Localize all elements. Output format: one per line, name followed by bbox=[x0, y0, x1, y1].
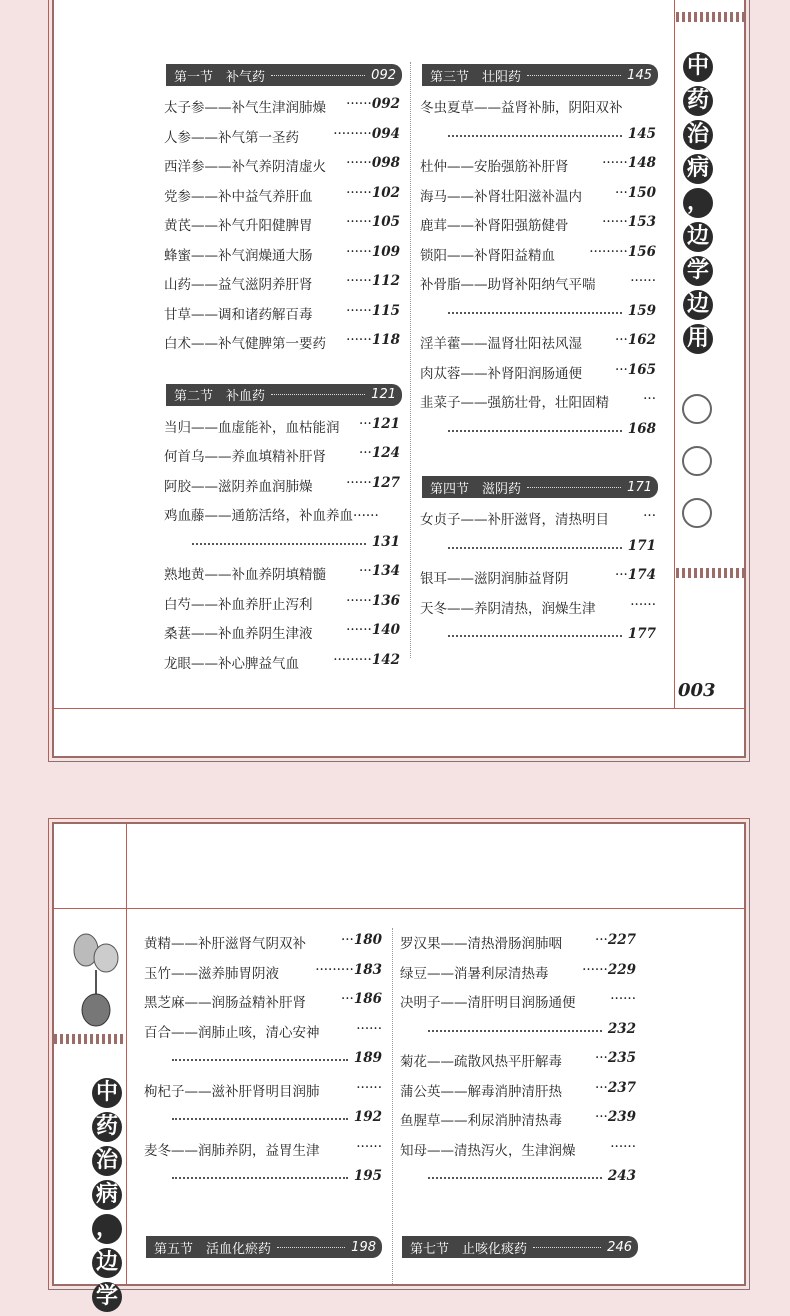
leader-dots bbox=[271, 394, 365, 395]
section-page: 246 bbox=[607, 1239, 632, 1255]
entry-page: 102 bbox=[371, 184, 400, 201]
entry-title: 白术——补气健脾第一要药 bbox=[164, 336, 326, 352]
entry-title: 人参——补气第一圣药 bbox=[164, 129, 299, 146]
toc-entry bbox=[400, 991, 636, 1011]
entry-title: 太子参——补气生津润肺燥 bbox=[164, 100, 326, 116]
section-title: 第五节 活血化瘀药 bbox=[154, 1241, 272, 1257]
entry-page: 189 bbox=[353, 1050, 382, 1066]
toc-entry-continuation bbox=[448, 126, 656, 142]
title-char: 药 bbox=[683, 86, 713, 116]
leader-dots: ··· bbox=[358, 563, 372, 579]
title-char: 治 bbox=[683, 120, 713, 150]
entry-page: 156 bbox=[627, 243, 656, 260]
spacer bbox=[313, 273, 347, 293]
toc-entry-continuation bbox=[428, 1021, 636, 1037]
entry-page: 112 bbox=[371, 273, 400, 289]
entry-page: 235 bbox=[607, 1050, 636, 1066]
spacer bbox=[555, 244, 589, 264]
toc-entry bbox=[400, 932, 636, 952]
entry-title: 黄芪——补气升阳健脾胃 bbox=[164, 218, 313, 234]
entry-title: 西洋参——补气养阴清虚火 bbox=[164, 159, 326, 175]
section-title: 第二节 补血药 bbox=[174, 389, 266, 404]
entry-page: 121 bbox=[371, 415, 400, 432]
leader-dots bbox=[448, 626, 622, 637]
toc-entry bbox=[164, 214, 400, 234]
leader-dots bbox=[428, 1168, 602, 1179]
section-page: 092 bbox=[371, 67, 396, 83]
book-title-vertical bbox=[681, 52, 715, 358]
section-header bbox=[402, 1236, 638, 1258]
toc-entry bbox=[164, 652, 400, 672]
entry-title: 海马——补肾壮阳滋补温内 bbox=[420, 188, 582, 205]
leader-dots: ··· bbox=[614, 332, 628, 348]
spacer bbox=[326, 445, 359, 465]
toc-entry bbox=[164, 303, 400, 323]
toc-page-1 bbox=[52, 0, 746, 758]
toc-entry bbox=[164, 445, 400, 465]
entry-title: 玉竹——滋养肺胃阴液 bbox=[144, 965, 279, 982]
entry-title: 韭菜子——强筋壮骨，壮阳固精 bbox=[420, 395, 609, 411]
entry-title: 菊花——疏散风热平肝解毒 bbox=[400, 1054, 562, 1070]
toc-entry bbox=[420, 362, 656, 382]
title-char: 中 bbox=[92, 1078, 122, 1108]
spacer bbox=[306, 932, 341, 952]
leader-dots: ··· bbox=[614, 567, 628, 583]
title-char: 边 bbox=[683, 222, 713, 252]
leader-dots: ······ bbox=[346, 273, 372, 289]
spacer bbox=[549, 962, 583, 982]
toc-entry bbox=[400, 1109, 636, 1129]
spacer bbox=[313, 214, 347, 234]
entry-title: 当归——血虚能补，血枯能润 bbox=[164, 419, 340, 436]
leader-dots: ··· bbox=[594, 1050, 608, 1066]
leader-dots bbox=[448, 421, 622, 432]
toc-entry bbox=[420, 567, 656, 587]
entry-title: 枸杞子——滋补肝肾明目润肺 bbox=[144, 1083, 320, 1100]
spacer bbox=[582, 362, 615, 382]
leader-dots: ······ bbox=[582, 961, 608, 978]
entry-page: 124 bbox=[371, 445, 400, 461]
entry-title: 蜂蜜——补气润燥通大肠 bbox=[164, 247, 313, 264]
entry-page: 115 bbox=[371, 302, 400, 319]
entry-page: 227 bbox=[607, 932, 636, 948]
leader-dots: ········· bbox=[315, 961, 354, 978]
entry-page: 105 bbox=[371, 214, 400, 230]
entry-page: 127 bbox=[371, 474, 400, 491]
toc-entry-continuation bbox=[428, 1168, 636, 1184]
section-title: 第三节 壮阳药 bbox=[430, 69, 522, 85]
entry-title: 鹿茸——补肾阳强筋健骨 bbox=[420, 218, 569, 234]
toc-entry-continuation bbox=[448, 538, 656, 554]
section-header bbox=[422, 476, 658, 498]
sidebar-divider bbox=[674, 0, 675, 708]
spacer bbox=[582, 332, 615, 352]
toc-entry bbox=[164, 563, 400, 583]
leader-dots: ··· bbox=[358, 445, 372, 461]
spacer bbox=[569, 155, 603, 175]
spacer bbox=[576, 991, 611, 1011]
toc-entry bbox=[400, 962, 636, 982]
entry-title: 何首乌——养血填精补肝肾 bbox=[164, 449, 326, 465]
toc-entry bbox=[400, 1050, 636, 1070]
spacer bbox=[609, 391, 643, 411]
spacer bbox=[562, 1050, 595, 1070]
entry-title: 绿豆——消暑利尿清热毒 bbox=[400, 965, 549, 982]
spacer bbox=[569, 214, 603, 234]
entry-page: 118 bbox=[371, 332, 400, 348]
leader-dots: ······ bbox=[602, 155, 628, 171]
leader-dots: ··· bbox=[358, 415, 372, 432]
leader-dots bbox=[448, 538, 622, 549]
toc-entry bbox=[420, 185, 656, 205]
title-char: 学 bbox=[683, 256, 713, 286]
toc-entry-continuation bbox=[448, 303, 656, 319]
leader-dots bbox=[277, 1247, 345, 1248]
leader-dots bbox=[192, 534, 366, 545]
spacer bbox=[562, 1109, 595, 1129]
entry-title: 龙眼——补心脾益气血 bbox=[164, 655, 299, 672]
entry-title: 补骨脂——助肾补阳纳气平喘 bbox=[420, 277, 596, 293]
page-number: 003 bbox=[678, 680, 716, 701]
toc-entry bbox=[420, 332, 656, 352]
title-char: 病 bbox=[683, 154, 713, 184]
entry-title: 熟地黄——补血养阴填精髓 bbox=[164, 567, 326, 583]
entry-title: 天冬——养阴清热，润燥生津 bbox=[420, 600, 596, 617]
entry-page: 180 bbox=[353, 932, 382, 948]
entry-page: 165 bbox=[627, 361, 656, 378]
toc-entry-continuation bbox=[172, 1109, 382, 1125]
page-bottom-rule bbox=[54, 708, 744, 709]
entry-page: 098 bbox=[371, 155, 400, 171]
toc-entry bbox=[400, 1139, 636, 1159]
entry-page: 177 bbox=[627, 626, 656, 642]
toc-entry bbox=[420, 96, 656, 116]
spacer bbox=[299, 652, 333, 672]
entry-page: 142 bbox=[371, 651, 400, 668]
entry-title: 百合——润肺止咳，清心安神 bbox=[144, 1024, 320, 1041]
leader-dots bbox=[428, 1021, 602, 1032]
spacer bbox=[623, 96, 657, 116]
toc-entry bbox=[144, 991, 382, 1011]
entry-page: 168 bbox=[627, 420, 656, 437]
entry-page: 243 bbox=[607, 1168, 636, 1184]
toc-entry-continuation bbox=[448, 626, 656, 642]
section-page: 145 bbox=[627, 67, 652, 83]
spacer bbox=[313, 185, 347, 205]
spacer bbox=[326, 332, 346, 352]
entry-title: 冬虫夏草——益肾补肺，阴阳双补 bbox=[420, 100, 623, 116]
entry-page: 134 bbox=[371, 563, 400, 579]
leader-dots: ······ bbox=[346, 243, 372, 260]
entry-title: 山药——益气滋阴养肝肾 bbox=[164, 277, 313, 293]
title-char: 边 bbox=[683, 290, 713, 320]
toc-entry bbox=[164, 185, 400, 205]
spacer bbox=[320, 1080, 357, 1100]
toc-entry bbox=[144, 962, 382, 982]
swirl-ornament-icon bbox=[682, 446, 712, 476]
toc-entry bbox=[420, 597, 656, 617]
entry-page: 094 bbox=[371, 125, 400, 142]
entry-page: 145 bbox=[627, 125, 656, 142]
toc-entry bbox=[420, 244, 656, 264]
spacer bbox=[313, 622, 347, 642]
entry-page: 183 bbox=[353, 961, 382, 978]
leader-dots: ··· bbox=[643, 508, 656, 524]
spacer bbox=[326, 96, 346, 116]
entry-page: 136 bbox=[371, 592, 400, 609]
entry-page: 195 bbox=[353, 1168, 382, 1184]
section-header bbox=[422, 64, 658, 86]
spacer bbox=[596, 597, 631, 617]
toc-entry bbox=[164, 155, 400, 175]
spacer bbox=[313, 593, 347, 613]
leader-dots: ······ bbox=[630, 273, 656, 289]
spacer bbox=[569, 567, 615, 587]
entry-page: 159 bbox=[627, 302, 656, 319]
entry-title: 罗汉果——清热滑肠润肺咽 bbox=[400, 936, 562, 952]
leader-dots: ······ bbox=[346, 332, 372, 348]
leader-dots bbox=[448, 126, 622, 137]
decor-band bbox=[676, 12, 744, 22]
entry-page: 148 bbox=[627, 155, 656, 171]
entry-title: 鱼腥草——利尿消肿清热毒 bbox=[400, 1113, 562, 1129]
leader-dots: ······ bbox=[356, 1138, 382, 1155]
toc-page-2 bbox=[52, 822, 746, 1309]
entry-title: 银耳——滋阴润肺益肾阴 bbox=[420, 571, 569, 587]
entry-title: 黄精——补肝滋肾气阴双补 bbox=[144, 936, 306, 952]
leader-dots: ······ bbox=[610, 991, 636, 1007]
toc-entry-continuation bbox=[192, 534, 400, 550]
toc-entry bbox=[144, 1139, 382, 1159]
leader-dots: ··· bbox=[594, 932, 608, 948]
section-header bbox=[166, 384, 402, 406]
toc-entry bbox=[164, 96, 400, 116]
entry-page: 174 bbox=[627, 567, 656, 583]
plant-illustration-icon bbox=[70, 930, 122, 1030]
entry-page: 092 bbox=[371, 96, 400, 112]
leader-dots: ··· bbox=[614, 184, 628, 201]
leader-dots: ······ bbox=[346, 96, 372, 112]
toc-entry bbox=[164, 622, 400, 642]
spacer bbox=[562, 1080, 595, 1100]
spacer bbox=[596, 273, 631, 293]
leader-dots: ··· bbox=[340, 932, 354, 948]
section-header bbox=[166, 64, 402, 86]
toc-entry bbox=[164, 593, 400, 613]
title-char: 中 bbox=[683, 52, 713, 82]
entry-page: 229 bbox=[607, 961, 636, 978]
entry-title: 鸡血藤——通筋活络，补血养血······ bbox=[164, 508, 379, 524]
sidebar-divider bbox=[126, 824, 127, 1284]
toc-entry bbox=[144, 1080, 382, 1100]
spacer bbox=[379, 504, 400, 524]
decor-band bbox=[54, 1034, 126, 1044]
title-char: ， bbox=[92, 1214, 122, 1244]
toc-entry bbox=[420, 155, 656, 175]
leader-dots: ··· bbox=[594, 1079, 608, 1096]
toc-entry bbox=[144, 932, 382, 952]
leader-dots: ········· bbox=[333, 125, 372, 142]
spacer bbox=[320, 1021, 357, 1041]
leader-dots bbox=[448, 303, 622, 314]
toc-entry bbox=[420, 391, 656, 411]
column-divider bbox=[392, 928, 394, 1284]
title-char: 病 bbox=[92, 1180, 122, 1210]
leader-dots bbox=[527, 487, 621, 488]
swirl-ornament-icon bbox=[682, 498, 712, 528]
section-title: 第一节 补气药 bbox=[174, 69, 266, 85]
leader-dots: ······ bbox=[610, 1138, 636, 1155]
book-title-vertical bbox=[90, 1078, 124, 1316]
spacer bbox=[326, 563, 359, 583]
entry-title: 肉苁蓉——补肾阳润肠通便 bbox=[420, 365, 582, 382]
toc-entry bbox=[164, 475, 400, 495]
leader-dots bbox=[172, 1168, 348, 1179]
leader-dots bbox=[527, 75, 621, 76]
entry-page: 153 bbox=[627, 214, 656, 230]
toc-entry bbox=[420, 273, 656, 293]
spacer bbox=[299, 126, 333, 146]
leader-dots: ··· bbox=[614, 361, 628, 378]
section-page: 171 bbox=[627, 479, 652, 495]
entry-page: 131 bbox=[371, 533, 400, 550]
entry-page: 162 bbox=[627, 332, 656, 348]
spacer bbox=[609, 508, 643, 528]
spacer bbox=[326, 155, 346, 175]
entry-page: 140 bbox=[371, 622, 400, 638]
entry-title: 蒲公英——解毒消肿清肝热 bbox=[400, 1083, 562, 1100]
entry-title: 党参——补中益气养肝血 bbox=[164, 188, 313, 205]
leader-dots: ······ bbox=[346, 155, 372, 171]
decor-band bbox=[676, 568, 744, 578]
entry-page: 237 bbox=[607, 1079, 636, 1096]
spacer bbox=[313, 475, 347, 495]
title-char: 用 bbox=[683, 324, 713, 354]
leader-dots bbox=[172, 1109, 348, 1120]
toc-entry-continuation bbox=[172, 1050, 382, 1066]
leader-dots: ··· bbox=[643, 391, 656, 407]
toc-entry bbox=[144, 1021, 382, 1041]
leader-dots: ······ bbox=[356, 1079, 382, 1096]
entry-page: 186 bbox=[353, 991, 382, 1007]
entry-title: 知母——清热泻火，生津润燥 bbox=[400, 1142, 576, 1159]
entry-page: 232 bbox=[607, 1020, 636, 1037]
section-header bbox=[146, 1236, 382, 1258]
title-char: 治 bbox=[92, 1146, 122, 1176]
leader-dots: ········· bbox=[333, 651, 372, 668]
leader-dots: ······ bbox=[346, 592, 372, 609]
leader-dots: ······ bbox=[346, 214, 372, 230]
leader-dots: ··· bbox=[594, 1109, 608, 1125]
toc-entry bbox=[164, 244, 400, 264]
entry-title: 决明子——清肝明目润肠通便 bbox=[400, 995, 576, 1011]
leader-dots: ········· bbox=[589, 243, 628, 260]
toc-entry-continuation bbox=[172, 1168, 382, 1184]
column-divider bbox=[410, 62, 412, 658]
entry-page: 171 bbox=[627, 537, 656, 554]
spacer bbox=[279, 962, 315, 982]
toc-entry bbox=[420, 508, 656, 528]
section-title: 第七节 止咳化痰药 bbox=[410, 1241, 528, 1257]
entry-title: 甘草——调和诸药解百毒 bbox=[164, 306, 313, 323]
spacer bbox=[313, 244, 347, 264]
entry-title: 淫羊藿——温肾壮阳祛风湿 bbox=[420, 336, 582, 352]
leader-dots: ······ bbox=[356, 1020, 382, 1037]
toc-entry bbox=[164, 332, 400, 352]
toc-entry bbox=[164, 273, 400, 293]
entry-title: 女贞子——补肝滋肾，清热明目 bbox=[420, 512, 609, 528]
toc-entry bbox=[164, 504, 400, 524]
entry-title: 麦冬——润肺养阴，益胃生津 bbox=[144, 1142, 320, 1159]
section-page: 121 bbox=[371, 387, 396, 402]
entry-title: 白芍——补血养肝止泻利 bbox=[164, 596, 313, 613]
spacer bbox=[582, 185, 615, 205]
toc-entry bbox=[164, 126, 400, 146]
entry-page: 109 bbox=[371, 243, 400, 260]
entry-page: 239 bbox=[607, 1109, 636, 1125]
entry-title: 杜仲——安胎强筋补肝肾 bbox=[420, 159, 569, 175]
toc-entry bbox=[400, 1080, 636, 1100]
entry-page: 150 bbox=[627, 184, 656, 201]
leader-dots bbox=[533, 1247, 601, 1248]
spacer bbox=[306, 991, 341, 1011]
section-page: 198 bbox=[351, 1239, 376, 1255]
leader-dots: ······ bbox=[346, 474, 372, 491]
toc-entry-continuation bbox=[448, 421, 656, 437]
leader-dots bbox=[271, 75, 365, 76]
spacer bbox=[313, 303, 347, 323]
entry-title: 桑葚——补血养阴生津液 bbox=[164, 626, 313, 642]
swirl-ornament-icon bbox=[682, 394, 712, 424]
entry-title: 锁阳——补肾阳益精血 bbox=[420, 247, 555, 264]
title-char: 药 bbox=[92, 1112, 122, 1142]
leader-dots: ······ bbox=[346, 622, 372, 638]
leader-dots: ······ bbox=[346, 184, 372, 201]
toc-entry bbox=[420, 214, 656, 234]
leader-dots: ······ bbox=[602, 214, 628, 230]
leader-dots: ······ bbox=[630, 596, 656, 613]
leader-dots: ··· bbox=[340, 991, 354, 1007]
spacer bbox=[320, 1139, 357, 1159]
leader-dots: ······ bbox=[346, 302, 372, 319]
leader-dots bbox=[172, 1050, 348, 1061]
title-char: 边 bbox=[92, 1248, 122, 1278]
entry-title: 阿胶——滋阴养血润肺燥 bbox=[164, 478, 313, 495]
spacer bbox=[562, 932, 595, 952]
entry-title: 黑芝麻——润肠益精补肝肾 bbox=[144, 995, 306, 1011]
title-char: 学 bbox=[92, 1282, 122, 1312]
spacer bbox=[576, 1139, 611, 1159]
section-title: 第四节 滋阴药 bbox=[430, 481, 522, 497]
entry-page: 192 bbox=[353, 1109, 382, 1125]
spacer bbox=[340, 416, 359, 436]
title-char: ， bbox=[683, 188, 713, 218]
page-top-rule bbox=[54, 908, 744, 909]
toc-entry bbox=[164, 416, 400, 436]
